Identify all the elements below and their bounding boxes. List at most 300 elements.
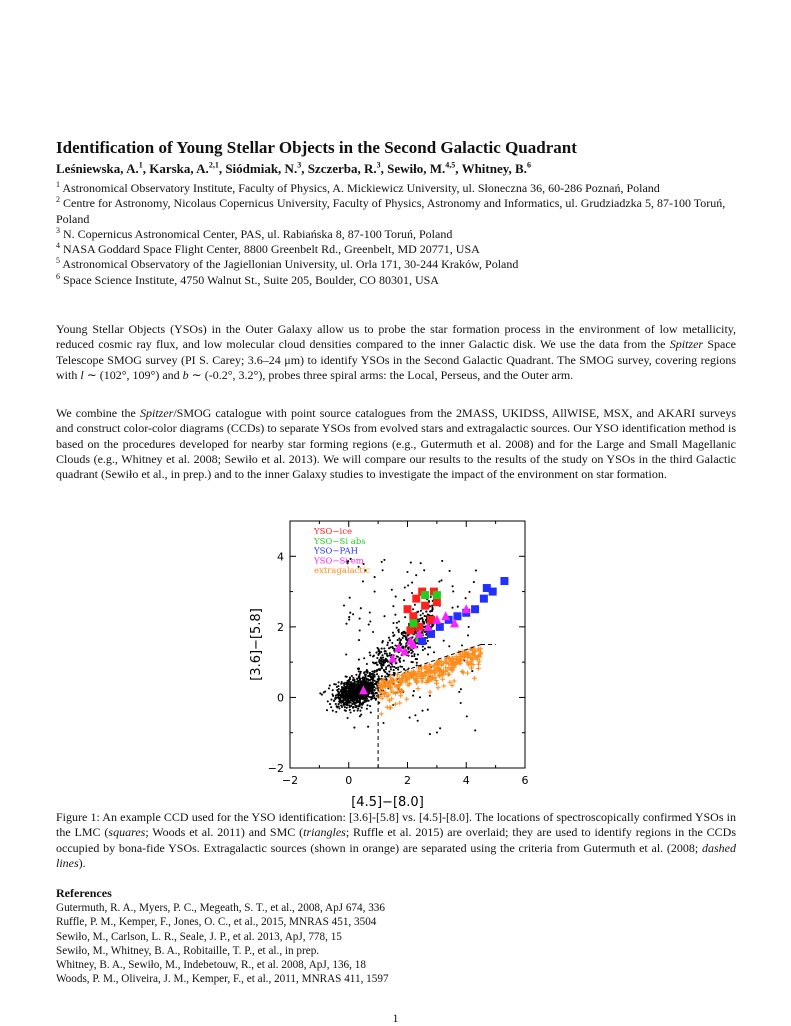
background-source-dot <box>385 659 387 661</box>
background-source-dot <box>358 670 360 672</box>
background-source-dot <box>341 691 343 693</box>
background-source-dot <box>367 679 369 681</box>
background-source-dot <box>371 673 373 675</box>
background-source-dot <box>457 606 459 608</box>
background-source-dot <box>451 607 453 609</box>
background-source-dot <box>375 652 377 654</box>
background-source-dot <box>382 656 384 658</box>
background-source-dot <box>424 631 426 633</box>
affiliation-text: Astronomical Observatory of the Jagiellonian University, ul. Orla 171, 30-244 Kraków, Poland <box>60 257 519 272</box>
background-source-dot <box>338 688 340 690</box>
background-source-dot <box>413 655 415 657</box>
background-source-dot <box>371 697 373 699</box>
yso-square-marker <box>480 595 488 603</box>
background-source-dot <box>422 619 424 621</box>
background-source-dot <box>397 639 399 641</box>
background-source-dot <box>403 599 405 601</box>
yso-square-marker <box>406 626 414 634</box>
background-source-dot <box>393 666 395 668</box>
x-axis-label: [4.5]−[8.0] <box>351 795 424 810</box>
background-source-dot <box>345 682 347 684</box>
y-tick-label: 2 <box>277 620 284 634</box>
background-source-dot <box>352 679 354 681</box>
background-source-dot <box>425 634 427 636</box>
background-source-dot <box>338 681 340 683</box>
background-source-dot <box>382 569 384 571</box>
background-source-dot <box>414 714 416 716</box>
background-source-dot <box>398 631 400 633</box>
yso-square-marker <box>433 598 441 606</box>
background-source-dot <box>423 626 425 628</box>
background-source-dot <box>369 673 371 675</box>
background-source-dot <box>372 683 374 685</box>
background-source-dot <box>358 659 360 661</box>
background-source-dot <box>376 657 378 659</box>
abstract-paragraph-1: Young Stellar Objects (YSOs) in the Outer Galaxy allow us to probe the star formation process in the environment of low metallicity, reduced cosmic ray flux, and low molecular cloud densities compared to the inner Galactic disk. We use the data from the Spitzer Space Telescope SMOG survey (PI S. Carey; 3.6–24 μm) to identify YSOs in the Second Galactic Quadrant. The SMOG survey, covering regions with l ∼ (102°, 109°) and b ∼ (-0.2°, 3.2°), probes three spiral arms: the Local, Perseus, and the Outer arm. <box>56 322 736 382</box>
background-source-dot <box>347 699 349 701</box>
y-tick-label: 4 <box>277 550 284 564</box>
yso-square-marker <box>409 619 417 627</box>
background-source-dot <box>348 693 350 695</box>
affiliation-text: Space Science Institute, 4750 Walnut St., Suite 205, Boulder, CO 80301, USA <box>60 272 439 287</box>
background-source-dot <box>357 710 359 712</box>
background-source-dot <box>415 574 417 576</box>
background-source-dot <box>376 670 378 672</box>
background-source-dot <box>344 703 346 705</box>
background-source-dot <box>371 676 373 678</box>
background-source-dot <box>353 687 355 689</box>
background-source-dot <box>338 705 340 707</box>
affiliation-item <box>56 242 736 257</box>
background-source-dot <box>405 636 407 638</box>
author-affiliation-mark: 3 <box>297 160 302 170</box>
author-affiliation-mark: 4,5 <box>445 160 456 170</box>
background-source-dot <box>321 694 323 696</box>
reference-item: Sewiło, M., Whitney, B. A., Robitaille, T. P., et al., in prep. <box>56 944 320 957</box>
background-source-dot <box>396 627 398 629</box>
background-source-dot <box>429 733 431 735</box>
background-source-dot <box>358 691 360 693</box>
author-affiliation-mark: 6 <box>526 160 531 170</box>
background-source-dot <box>361 707 363 709</box>
background-source-dot <box>349 709 351 711</box>
background-source-dot <box>348 619 350 621</box>
background-source-dot <box>412 695 414 697</box>
background-source-dot <box>383 559 385 561</box>
background-source-dot <box>473 581 475 583</box>
background-source-dot <box>354 702 356 704</box>
background-source-dot <box>381 659 383 661</box>
affiliation-item <box>56 273 736 288</box>
background-source-dot <box>416 662 418 664</box>
yso-square-marker <box>409 612 417 620</box>
background-source-dot <box>353 710 355 712</box>
background-source-dot <box>389 639 391 641</box>
background-source-dot <box>425 620 427 622</box>
background-source-dot <box>358 668 360 670</box>
background-source-dot <box>381 654 383 656</box>
background-source-dot <box>353 706 355 708</box>
background-source-dot <box>392 622 394 624</box>
background-source-dot <box>386 673 388 675</box>
background-source-dot <box>337 691 339 693</box>
background-source-dot <box>387 655 389 657</box>
background-source-dot <box>368 690 370 692</box>
background-source-dot <box>346 707 348 709</box>
background-source-dot <box>372 695 374 697</box>
background-source-dot <box>367 726 369 728</box>
background-source-dot <box>332 689 334 691</box>
background-source-dot <box>341 686 343 688</box>
background-source-dot <box>349 597 351 599</box>
background-source-dot <box>366 704 368 706</box>
y-axis-label: [3.6]−[5.8] <box>249 608 264 681</box>
background-source-dot <box>351 703 353 705</box>
background-source-dot <box>343 604 345 606</box>
background-source-dot <box>372 681 374 683</box>
affiliation-item <box>56 196 736 227</box>
background-source-dot <box>419 696 421 698</box>
background-source-dot <box>363 657 365 659</box>
background-source-dot <box>409 717 411 719</box>
legend-entry: extragalactic <box>314 566 371 577</box>
author-name: Szczerba, R. <box>307 161 377 176</box>
background-source-dot <box>388 671 390 673</box>
reference-item: Gutermuth, R. A., Myers, P. C., Megeath, S. T., et al., 2008, ApJ 674, 336 <box>56 902 385 914</box>
color-color-diagram <box>240 515 540 815</box>
background-source-dot <box>367 682 369 684</box>
background-source-dot <box>376 673 378 675</box>
background-source-dot <box>350 685 352 687</box>
background-source-dot <box>349 612 351 614</box>
background-source-dot <box>361 696 363 698</box>
background-source-dot <box>468 626 470 628</box>
affiliation-item <box>56 181 736 196</box>
background-source-dot <box>354 680 356 682</box>
background-source-dot <box>410 661 412 663</box>
background-source-dot <box>422 646 424 648</box>
background-source-dot <box>354 699 356 701</box>
background-source-dot <box>394 614 396 616</box>
background-source-dot <box>365 679 367 681</box>
background-source-dot <box>356 683 358 685</box>
background-source-dot <box>369 705 371 707</box>
background-source-dot <box>378 650 380 652</box>
background-source-dot <box>383 670 385 672</box>
background-source-dot <box>351 675 353 677</box>
background-source-dot <box>417 654 419 656</box>
background-source-dot <box>346 702 348 704</box>
background-source-dot <box>328 687 330 689</box>
background-source-dot <box>335 703 337 705</box>
background-source-dot <box>360 607 362 609</box>
background-source-dot <box>374 676 376 678</box>
yso-square-marker <box>427 630 435 638</box>
background-source-dot <box>352 692 354 694</box>
legend-entry: YSO−Si em <box>314 556 364 567</box>
background-source-dot <box>348 616 350 618</box>
background-source-dot <box>381 675 383 677</box>
author-name: Karska, A. <box>149 161 209 176</box>
background-source-dot <box>372 687 374 689</box>
background-source-dot <box>363 700 365 702</box>
yso-square-marker <box>433 591 441 599</box>
background-source-dot <box>324 690 326 692</box>
affiliation-number: 6 <box>56 271 60 281</box>
background-source-dot <box>466 715 468 717</box>
background-source-dot <box>390 666 392 668</box>
background-source-dot <box>344 706 346 708</box>
background-source-dot <box>396 655 398 657</box>
background-source-dot <box>460 688 462 690</box>
background-source-dot <box>327 700 329 702</box>
background-source-dot <box>415 658 417 660</box>
background-source-dot <box>391 642 393 644</box>
background-source-dot <box>363 672 365 674</box>
background-source-dot <box>359 710 361 712</box>
background-source-dot <box>350 695 352 697</box>
background-source-dot <box>346 693 348 695</box>
background-source-dot <box>379 668 381 670</box>
background-source-dot <box>332 710 334 712</box>
background-source-dot <box>352 677 354 679</box>
background-source-dot <box>422 612 424 614</box>
x-tick-label: 2 <box>404 774 411 787</box>
background-source-dot <box>416 664 418 666</box>
background-source-dot <box>358 705 360 707</box>
affiliation-text: Centre for Astronomy, Nicolaus Copernicus University, Faculty of Physics, Astronomy and Informatics, ul. Grudziadzka 5, 87-100 Toruń, Poland <box>56 196 726 226</box>
background-source-dot <box>460 702 462 704</box>
background-source-dot <box>348 704 350 706</box>
author-list: Leśniewska, A.$^1$, Karska, A.$^{2,1}$, Siódmiak, N.$^3$, Szczerba, R.$^3$, Sewiło, M.$^{4,5}$, Whitney, B.$^6$ <box>56 160 531 176</box>
background-source-dot <box>404 586 406 588</box>
legend-entry: YSO−Si abs <box>314 536 366 547</box>
figure-caption: Figure 1: An example CCD used for the YSO identification: [3.6]-[5.8] vs. [4.5]-[8.0]. The locations of spectroscopically confirmed YSOs in the LMC (squares; Woods et al. 2011) and SMC (triangles; Ruffle et al. 2015) are overlaid; they are used to identify regions in the CCDs occupied by bona-fide YSOs. Extragalactic sources (shown in orange) are separated using the criteria from Gutermuth et al. (2008; dashed lines). <box>56 810 736 870</box>
background-source-dot <box>381 666 383 668</box>
background-source-dot <box>412 651 414 653</box>
background-source-dot <box>392 632 394 634</box>
background-source-dot <box>368 700 370 702</box>
yso-square-marker <box>418 637 426 645</box>
background-source-dot <box>458 691 460 693</box>
background-source-dot <box>362 580 364 582</box>
background-source-dot <box>351 689 353 691</box>
yso-square-marker <box>436 623 444 631</box>
background-source-dot <box>439 727 441 729</box>
background-source-dot <box>381 648 383 650</box>
background-source-dot <box>376 664 378 666</box>
background-source-dot <box>430 596 432 598</box>
background-source-dot <box>424 648 426 650</box>
background-source-dot <box>353 684 355 686</box>
background-source-dot <box>380 651 382 653</box>
background-source-dot <box>373 697 375 699</box>
background-source-dot <box>433 651 435 653</box>
background-source-dot <box>382 640 384 642</box>
affiliation-item <box>56 257 736 272</box>
background-source-dot <box>406 571 408 573</box>
background-source-dot <box>429 646 431 648</box>
background-source-dot <box>350 691 352 693</box>
background-source-dot <box>366 708 368 710</box>
background-source-dot <box>412 608 414 610</box>
background-source-dot <box>339 693 341 695</box>
background-source-dot <box>427 613 429 615</box>
background-source-dot <box>335 711 337 713</box>
background-source-dot <box>330 699 332 701</box>
affiliation-number: 4 <box>56 241 60 251</box>
background-source-dot <box>333 700 335 702</box>
author-name: Whitney, B. <box>461 161 527 176</box>
background-source-dot <box>356 678 358 680</box>
affiliation-list <box>56 181 736 288</box>
background-source-dot <box>389 652 391 654</box>
background-source-dot <box>387 642 389 644</box>
background-source-dot <box>381 561 383 563</box>
background-source-dot <box>364 676 366 678</box>
background-source-dot <box>384 661 386 663</box>
author-affiliation-mark: 1 <box>138 160 143 170</box>
background-source-dot <box>403 660 405 662</box>
background-source-dot <box>392 635 394 637</box>
background-source-dot <box>393 669 395 671</box>
background-source-dot <box>358 689 360 691</box>
background-source-dot <box>418 618 420 620</box>
background-source-dot <box>359 678 361 680</box>
affiliation-number: 5 <box>56 256 60 266</box>
y-tick-label: −2 <box>267 762 284 775</box>
background-source-dot <box>347 684 349 686</box>
affiliation-number: 1 <box>56 180 60 189</box>
background-source-dot <box>367 686 369 688</box>
background-source-dot <box>353 727 355 729</box>
background-source-dot <box>383 615 385 617</box>
background-source-dot <box>420 614 422 616</box>
background-source-dot <box>366 663 368 665</box>
background-source-dot <box>399 661 401 663</box>
background-source-dot <box>427 709 429 711</box>
background-source-dot <box>413 690 415 692</box>
background-source-dot <box>431 605 433 607</box>
background-source-dot <box>411 655 413 657</box>
background-source-dot <box>374 591 376 593</box>
background-source-dot <box>357 708 359 710</box>
background-source-dot <box>345 691 347 693</box>
background-source-dot <box>348 679 350 681</box>
yso-square-marker <box>483 584 491 592</box>
background-source-dot <box>341 688 343 690</box>
affiliation-text: N. Copernicus Astronomical Center, PAS, ul. Rabiańska 8, 87-100 Toruń, Poland <box>60 226 453 241</box>
background-source-dot <box>424 615 426 617</box>
x-tick-label: 0 <box>345 774 353 787</box>
background-source-dot <box>341 681 343 683</box>
background-source-dot <box>358 675 360 677</box>
background-source-dot <box>326 709 328 711</box>
background-source-dot <box>351 699 353 701</box>
background-source-dot <box>365 671 367 673</box>
background-source-dot <box>421 617 423 619</box>
background-source-dot <box>329 684 331 686</box>
background-source-dot <box>390 668 392 670</box>
background-source-dot <box>468 591 470 593</box>
background-source-dot <box>355 706 357 708</box>
page-number: 1 <box>392 1011 399 1025</box>
background-source-dot <box>391 589 393 591</box>
author-name: Sewiło, M. <box>387 161 446 176</box>
affiliation-item <box>56 227 736 242</box>
background-source-dot <box>395 596 397 598</box>
background-source-dot <box>413 653 415 655</box>
background-source-dot <box>355 685 357 687</box>
background-source-dot <box>368 624 370 626</box>
background-source-dot <box>391 665 393 667</box>
background-source-dot <box>372 631 374 633</box>
background-source-dot <box>385 668 387 670</box>
background-source-dot <box>461 644 463 646</box>
background-source-dot <box>411 582 413 584</box>
background-source-dot <box>330 706 332 708</box>
author-name: Leśniewska, A. <box>56 161 139 176</box>
background-source-dot <box>384 652 386 654</box>
background-source-dot <box>397 669 399 671</box>
background-source-dot <box>363 680 365 682</box>
background-source-dot <box>374 576 376 578</box>
x-tick-label: −2 <box>281 774 299 787</box>
background-source-dot <box>475 569 477 571</box>
background-source-dot <box>378 653 380 655</box>
background-source-dot <box>382 664 384 666</box>
yso-square-marker <box>404 605 412 613</box>
background-source-dot <box>438 581 440 583</box>
yso-square-marker <box>421 591 429 599</box>
background-source-dot <box>342 690 344 692</box>
legend-entry: YSO−PAH <box>314 546 359 557</box>
legend-entry: YSO−ice <box>314 527 353 537</box>
background-source-dot <box>427 653 429 655</box>
background-source-dot <box>398 629 400 631</box>
background-source-dot <box>382 722 384 724</box>
background-source-dot <box>356 694 358 696</box>
background-source-dot <box>417 621 419 623</box>
background-source-dot <box>452 590 454 592</box>
background-source-dot <box>402 637 404 639</box>
affiliation-number: 3 <box>56 225 60 235</box>
background-source-dot <box>449 570 451 572</box>
background-source-dot <box>404 616 406 618</box>
background-source-dot <box>423 569 425 571</box>
background-source-dot <box>465 597 467 599</box>
reference-item: Ruffle, P. M., Kemper, F., Jones, O. C., et al., 2015, MNRAS 451, 3504 <box>56 916 377 929</box>
background-source-dot <box>354 695 356 697</box>
background-source-dot <box>370 690 372 692</box>
affiliation-text: Astronomical Observatory Institute, Faculty of Physics, A. Mickiewicz University, ul. Słoneczna 36, 60-286 Poznań, Poland <box>60 181 660 195</box>
background-source-dot <box>386 653 388 655</box>
background-source-dot <box>360 714 362 716</box>
reference-item: Woods, P. M., Oliveira, J. M., Kemper, F., et al., 2011, MNRAS 411, 1597 <box>56 973 389 986</box>
background-source-dot <box>364 685 366 687</box>
background-source-dot <box>467 634 469 636</box>
background-source-dot <box>355 674 357 676</box>
paper-title: Identification of Young Stellar Objects in the Second Galactic Quadrant <box>56 138 577 157</box>
background-source-dot <box>420 610 422 612</box>
background-source-dot <box>399 639 401 641</box>
author-affiliation-mark: 3 <box>376 160 381 170</box>
background-source-dot <box>336 686 338 688</box>
background-source-dot <box>407 584 409 586</box>
background-source-dot <box>373 671 375 673</box>
background-source-dot <box>340 699 342 701</box>
background-source-dot <box>359 618 361 620</box>
